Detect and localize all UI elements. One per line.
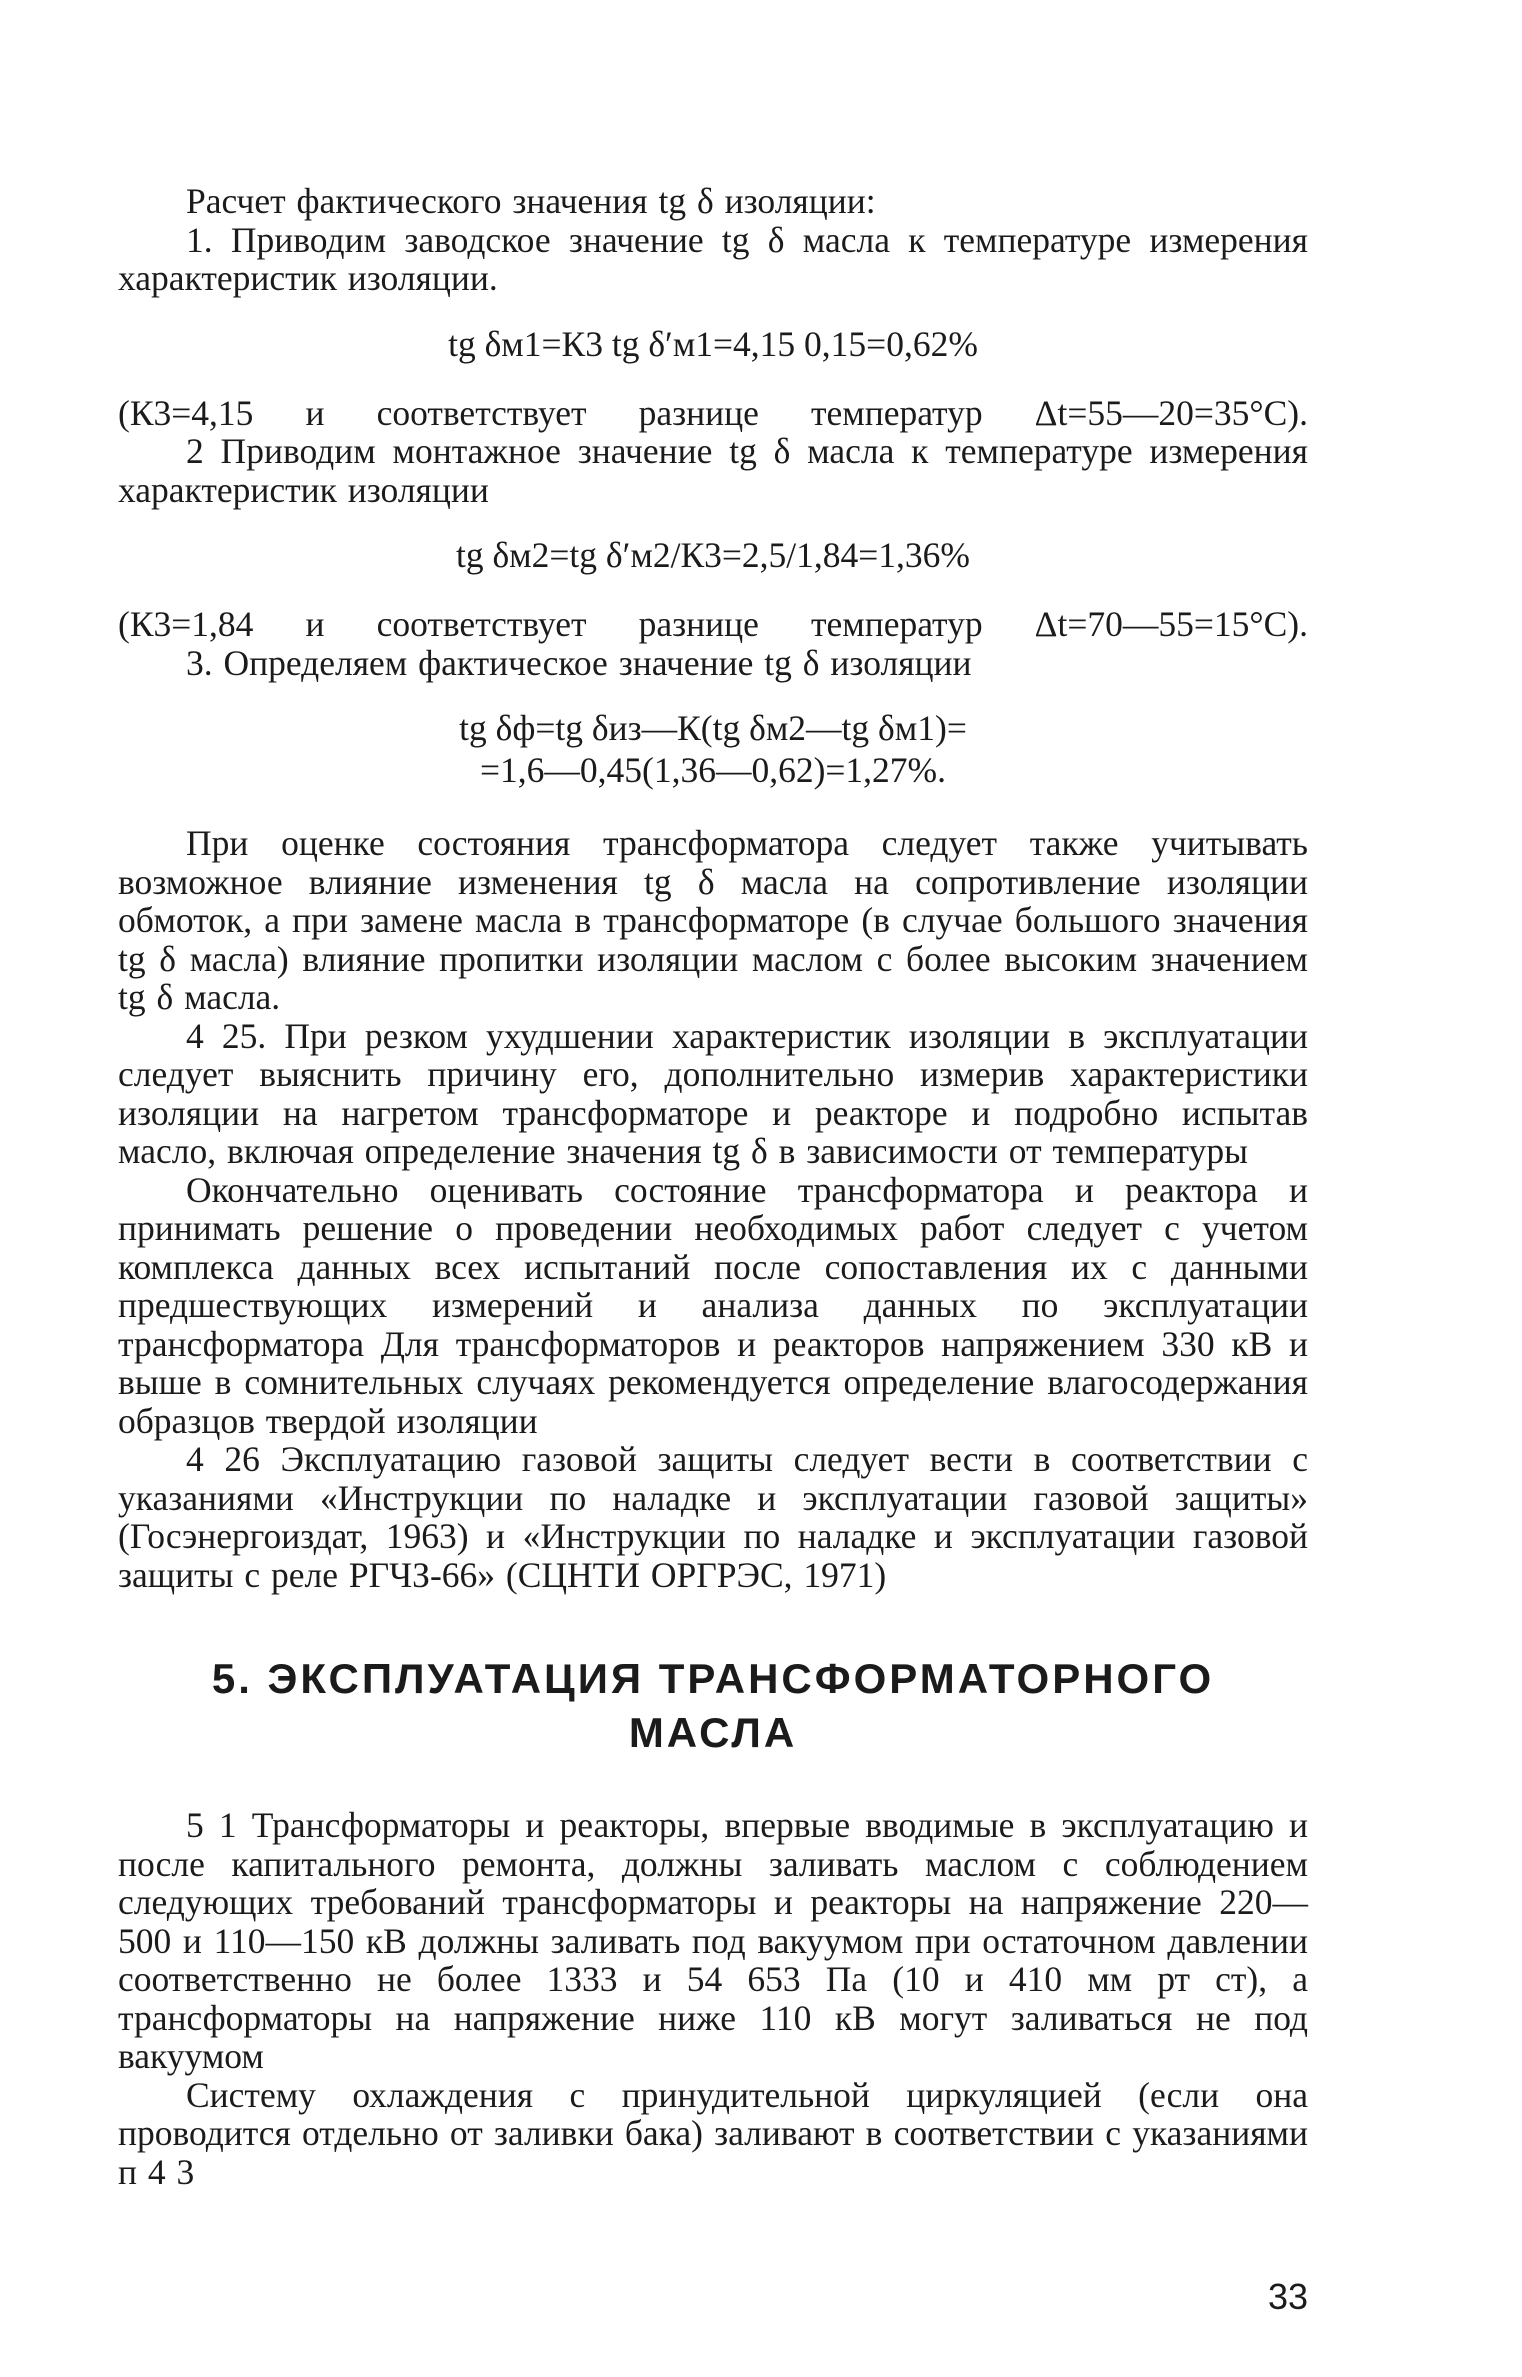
paragraph-4-25: 4 25. При резком ухудшении характеристик изоляции в эксплуатации следует выяснить причину его, дополнительно измерив характеристики изоляции на нагретом трансформаторе и реакторе и подробно испытав масло, включая определение значения tg δ в зависимости от температуры bbox=[118, 1015, 1308, 1171]
paragraph-assessment: При оценке состояния трансформатора следует также учитывать возможное влияние изменения tg δ масла на сопротивление изоляции обмоток, а при замене масла в трансформаторе (в случае большого значения tg δ масла) влияние пропитки изоляции маслом с более высоким значением tg δ масла. bbox=[118, 823, 1308, 1017]
note-1: (К3=4,15 и соответствует разнице температур Δt=55—20=35°С). bbox=[118, 392, 1308, 433]
note-2: (К3=1,84 и соответствует разнице температур Δt=70—55=15°С). bbox=[118, 604, 1308, 644]
formula-3-line-1: tg δф=tg δиз—К(tg δм2—tg δм1)= bbox=[459, 708, 967, 748]
section-heading-line-2: МАСЛА bbox=[628, 1709, 798, 1756]
paragraph-5-1: 5 1 Трансформаторы и реакторы, впервые вводимые в эксплуатацию и после капитального ремонта, должны заливать маслом с соблюдением следующих требований трансформаторы и реакторы на напряжение 220—500 и 110—150 кВ должны заливать под вакуумом при остаточном давлении соответственно не более 1333 и 54 653 Па (10 и 410 мм рт ст), а трансформаторы на напряжение ниже 110 кВ могут заливаться не под вакуумом bbox=[118, 1805, 1308, 2076]
step-2-text: 2 Приводим монтажное значение tg δ масла к температуре измерения характеристик изоляции bbox=[118, 431, 1308, 510]
step-3-text: 3. Определяем фактическое значение tg δ изоляции bbox=[186, 642, 972, 683]
formula-3-line-2: =1,6—0,45(1,36—0,62)=1,27%. bbox=[479, 750, 946, 790]
paragraph-cooling-system: Систему охлаждения с принудительной циркуляцией (если она проводится отдельно от заливки бака) заливают в соответствии с указаниями п 4 3 bbox=[118, 2074, 1308, 2192]
formula-1: tg δм1=К3 tg δ′м1=4,15 0,15=0,62% bbox=[448, 323, 978, 364]
paragraph-4-26: 4 26 Эксплуатацию газовой защиты следует вести в соответствии с указаниями «Инструкции по наладке и эксплуатации газовой защиты» (Госэнергоиздат, 1963) и «Инструкции по наладке и эксплуатации газовой защиты с реле РГЧЗ-66» (СЦНТИ ОРГРЭС, 1971) bbox=[118, 1439, 1308, 1595]
step-1-text: 1. Приводим заводское значение tg δ масла к температуре измерения характеристик изоляции. bbox=[118, 219, 1308, 298]
paragraph-final-assessment: Окончательно оценивать состояние трансформатора и реактора и принимать решение о проведении необходимых работ следует с учетом комплекса данных всех испытаний после сопоставления их с данными предшествующих измерений и анализа данных по эксплуатации трансформатора Для трансформаторов и реакторов напряжением 330 кВ и выше в сомнительных случаях рекомендуется определение влагосодержания образцов твердой изоляции bbox=[118, 1169, 1308, 1441]
calc-title: Расчет фактического значения tg δ изоляции: bbox=[186, 181, 876, 221]
text-column bbox=[118, 182, 1308, 2191]
section-heading-line-1: 5. ЭКСПЛУАТАЦИЯ ТРАНСФОРМАТОРНОГО bbox=[211, 1655, 1215, 1702]
formula-2: tg δм2=tg δ′м2/К3=2,5/1,84=1,36% bbox=[455, 535, 971, 575]
section-heading bbox=[118, 1652, 1308, 1760]
page-number: 33 bbox=[1267, 2276, 1308, 2317]
